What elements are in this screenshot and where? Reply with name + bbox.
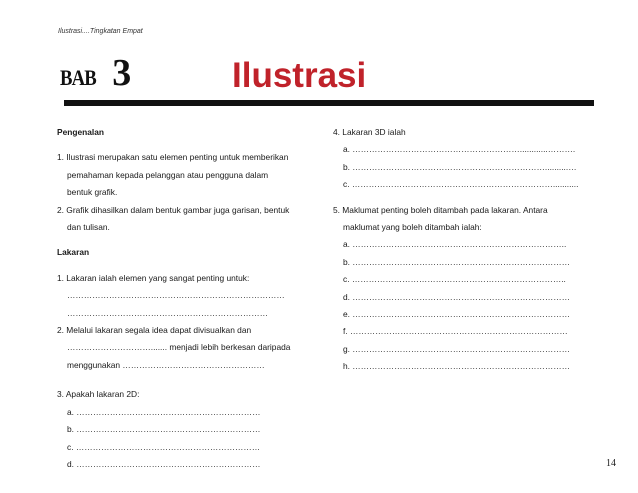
answer-blank: c. ………………………………………………………………........... (343, 179, 579, 190)
right-column (333, 124, 601, 376)
answer-blank: d. ………………………………………………………… (67, 458, 261, 469)
question-1-line: 1. Ilustrasi merupakan satu elemen penting untuk memberikan (57, 152, 289, 163)
answer-blank: e. …………………………………………………………………… (343, 309, 571, 320)
chapter-label (60, 54, 131, 92)
title-rule (64, 100, 594, 106)
left-column (57, 124, 327, 473)
question-1-line: pemahaman kepada pelanggan atau pengguna dalam (67, 169, 269, 180)
answer-blank: …………………………………………………………………… (67, 290, 285, 301)
answer-blank: g. …………………………………………………………………… (343, 343, 571, 354)
question-5: 5. Maklumat penting boleh ditambah pada lakaran. Antara (333, 204, 548, 215)
chapter-bab: BAB (60, 65, 96, 90)
answer-blank: a. ………………………………………………………………….. (343, 239, 567, 250)
running-header: Ilustrasi....Tingkatan Empat (58, 28, 143, 35)
lakaran-question-1: 1. Lakaran ialah elemen yang sangat penting untuk: (57, 272, 250, 283)
answer-blank: a. ………………………………………………………… (67, 406, 261, 417)
question-4: 4. Lakaran 3D ialah (333, 127, 406, 137)
answer-blank: menggunakan …………………………………………… (67, 359, 265, 370)
section-heading-pengenalan: Pengenalan (57, 127, 105, 137)
answer-blank: a. ……………………………………………………............………. (343, 144, 576, 155)
answer-blank: f. …………………………………………………………………… (343, 326, 568, 337)
lakaran-question-2: 2. Melalui lakaran segala idea dapat divisualkan dan (57, 325, 252, 336)
page-title: Ilustrasi (232, 56, 367, 95)
answer-blank: b. …………………………………………………………………… (343, 256, 571, 267)
answer-blank: d. …………………………………………………………………… (343, 291, 571, 302)
answer-blank: …………………………....... menjadi lebih berkesan daripada (67, 342, 291, 353)
question-5: maklumat yang boleh ditambah ialah: (343, 222, 482, 233)
section-heading-lakaran: Lakaran (57, 247, 90, 258)
page-number: 14 (606, 458, 616, 469)
answer-blank: b. ………………………………………………………… (67, 424, 261, 435)
answer-blank: h. …………………………………………………………………… (343, 361, 571, 372)
answer-blank: ……………………………………………………………… (67, 307, 268, 318)
answer-blank: c. ………………………………………………………… (67, 441, 261, 452)
question-2-line: dan tulisan. (67, 222, 110, 233)
answer-blank: b. ……………………………………………………………..........… (343, 161, 577, 172)
chapter-number: 3 (112, 52, 132, 94)
answer-blank: c. ………………………………………………………………….. (343, 274, 566, 285)
lakaran-question-3: 3. Apakah lakaran 2D: (57, 389, 140, 400)
question-2-line: 2. Grafik dihasilkan dalam bentuk gambar juga garisan, bentuk (57, 204, 290, 215)
question-1-line: bentuk grafik. (67, 187, 118, 198)
